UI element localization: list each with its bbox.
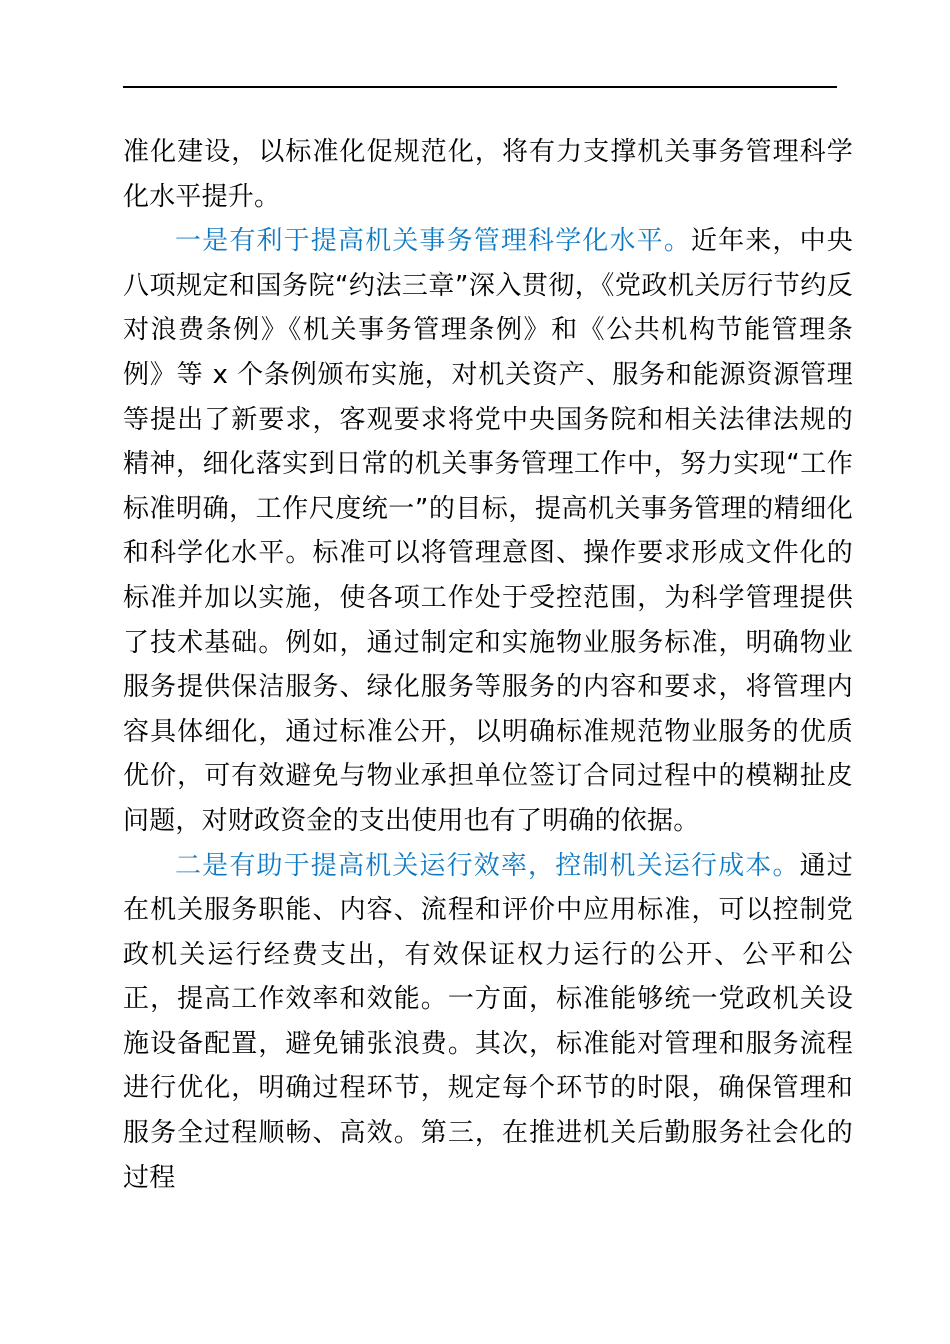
document-body [123,130,853,1200]
paragraph-3-heading: 二是有助于提高机关运行效率，控制机关运行成本。 [175,850,800,881]
paragraph-1 [123,130,853,219]
paragraph-1-text: 准化建设，以标准化促规范化，将有力支撑机关事务管理科学化水平提升。 [123,137,853,212]
paragraph-2 [123,219,853,843]
paragraph-2-text: 近年来，中央八项规定和国务院“约法三章”深入贯彻，《党政机关厉行节约反对浪费条例》《机关事务管理条例》和《公共机构节能管理条例》等 x 个条例颁布实施，对机关资产、服务和能源资源管理等提出了新要求，客观要求将党中央国务院和相关法律法规的精神，细化落实到日常的机关事务管理工作中，努力实现“工作标准明确，工作尺度统一”的目标，提高机关事务管理的精细化和科学化水平。标准可以将管理意图、操作要求形成文件化的标准并加以实施，使各项工作处于受控范围，为科学管理提供了技术基础。例如，通过制定和实施物业服务标准，明确物业服务提供保洁服务、绿化服务等服务的内容和要求，将管理内容具体细化，通过标准公开，以明确标准规范物业服务的优质优价，可有效避免与物业承担单位签订合同过程中的模糊扯皮问题，对财政资金的支出使用也有了明确的依据。 [123,226,853,836]
paragraph-2-heading: 一是有利于提高机关事务管理科学化水平。 [175,226,691,257]
paragraph-3-text: 通过在机关服务职能、内容、流程和评价中应用标准，可以控制党政机关运行经费支出，有效保证权力运行的公开、公平和公正，提高工作效率和效能。一方面，标准能够统一党政机关设施设备配置，避免铺张浪费。其次，标准能对管理和服务流程进行优化，明确过程环节，规定每个环节的时限，确保管理和服务全过程顺畅、高效。第三，在推进机关后勤服务社会化的过程 [123,850,853,1193]
paragraph-3 [123,844,853,1201]
header-rule [123,86,837,88]
